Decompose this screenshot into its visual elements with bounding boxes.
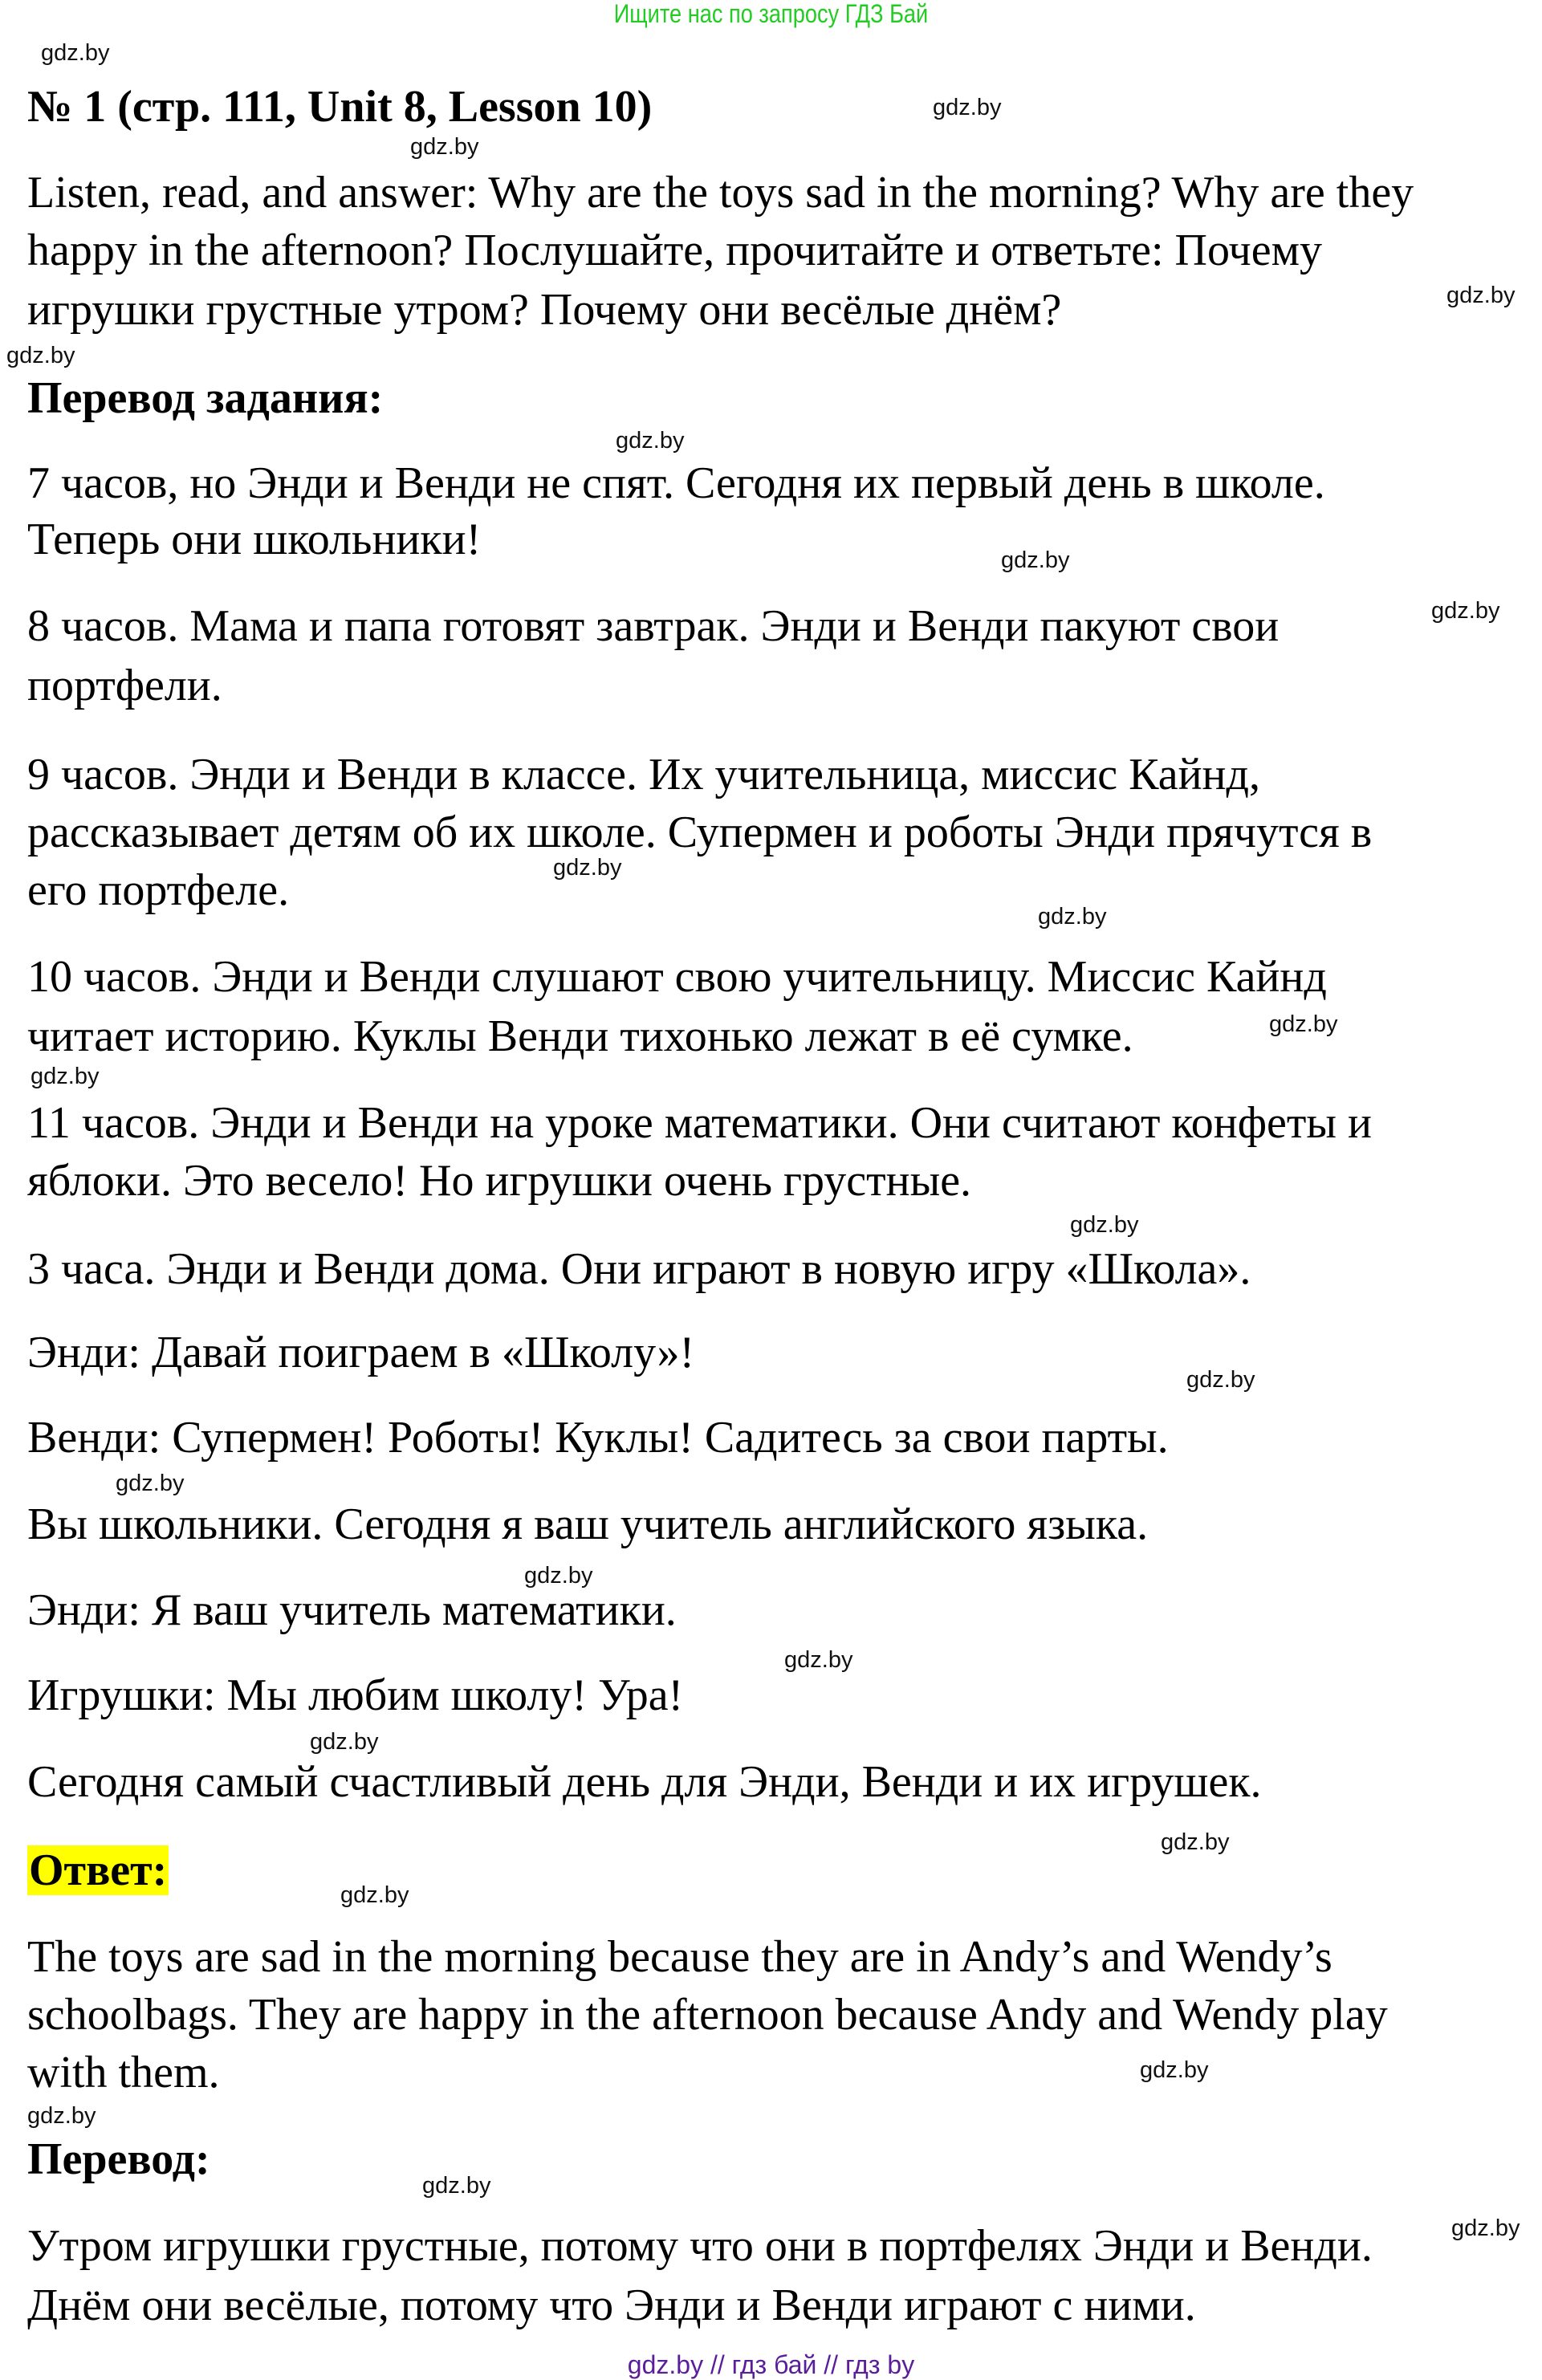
translation-line: Энди: Давай поиграем в «Школу»! bbox=[27, 1328, 695, 1377]
translation-heading: Перевод задания: bbox=[27, 373, 384, 423]
answer-translation-heading: Перевод: bbox=[27, 2134, 210, 2184]
page-title: № 1 (стр. 111, Unit 8, Lesson 10) bbox=[27, 82, 653, 132]
search-hint-banner: Ищите нас по запросу ГДЗ Бай bbox=[613, 0, 929, 28]
watermark: gdz.by bbox=[310, 1729, 379, 1755]
answer-line: schoolbags. They are happy in the afternoon because Andy and Wendy play bbox=[27, 1990, 1388, 2040]
watermark: gdz.by bbox=[1038, 904, 1107, 930]
translation-line: 7 часов, но Энди и Венди не спят. Сегодня их первый день в школе. bbox=[27, 458, 1325, 508]
watermark: gdz.by bbox=[524, 1563, 593, 1589]
watermark: gdz.by bbox=[553, 855, 622, 881]
watermark: gdz.by bbox=[1431, 598, 1500, 624]
watermark: gdz.by bbox=[27, 2103, 96, 2129]
answer-translation-line: Днём они весёлые, потому что Энди и Венди играют с ними. bbox=[27, 2280, 1196, 2330]
watermark: gdz.by bbox=[422, 2173, 491, 2199]
translation-line: Венди: Супермен! Роботы! Куклы! Садитесь за свои парты. bbox=[27, 1413, 1169, 1463]
task-line: happy in the afternoon? Послушайте, прочитайте и ответьте: Почему bbox=[27, 226, 1323, 275]
translation-line: 3 часа. Энди и Венди дома. Они играют в новую игру «Школа». bbox=[27, 1244, 1251, 1294]
watermark: gdz.by bbox=[1001, 547, 1070, 573]
watermark: gdz.by bbox=[41, 40, 110, 66]
watermark: gdz.by bbox=[784, 1647, 853, 1673]
answer-line: The toys are sad in the morning because they are in Andy’s and Wendy’s bbox=[27, 1932, 1332, 1982]
task-line: Listen, read, and answer: Why are the toys sad in the morning? Why are they bbox=[27, 168, 1414, 218]
answer-line: with them. bbox=[27, 2048, 220, 2097]
translation-line: читает историю. Куклы Венди тихонько лежат в её сумке. bbox=[27, 1011, 1133, 1061]
watermark: gdz.by bbox=[6, 343, 75, 368]
translation-line: яблоки. Это весело! Но игрушки очень грустные. bbox=[27, 1156, 972, 1206]
translation-line: Сегодня самый счастливый день для Энди, Венди и их игрушек. bbox=[27, 1757, 1262, 1807]
translation-line: портфели. bbox=[27, 661, 222, 710]
footer-links: gdz.by // гдз бай // гдз by bbox=[627, 2350, 915, 2379]
watermark: gdz.by bbox=[116, 1471, 185, 1496]
translation-line: 11 часов. Энди и Венди на уроке математики. Они считают конфеты и bbox=[27, 1098, 1372, 1148]
translation-line: 8 часов. Мама и папа готовят завтрак. Энди и Венди пакуют свои bbox=[27, 601, 1280, 651]
watermark: gdz.by bbox=[1161, 1829, 1230, 1855]
watermark: gdz.by bbox=[933, 95, 1002, 120]
watermark: gdz.by bbox=[410, 134, 479, 160]
watermark: gdz.by bbox=[1269, 1011, 1338, 1037]
answer-highlight: Ответ: bbox=[29, 1845, 168, 1895]
translation-line: Игрушки: Мы любим школу! Ура! bbox=[27, 1670, 684, 1720]
translation-line: 9 часов. Энди и Венди в классе. Их учительница, миссис Кайнд, bbox=[27, 750, 1261, 799]
watermark: gdz.by bbox=[1186, 1367, 1255, 1393]
watermark: gdz.by bbox=[1070, 1212, 1139, 1238]
answer-heading bbox=[27, 1841, 169, 1900]
task-line: игрушки грустные утром? Почему они весёлые днём? bbox=[27, 285, 1062, 335]
answer-translation-line: Утром игрушки грустные, потому что они в портфелях Энди и Венди. bbox=[27, 2221, 1373, 2271]
translation-line: его портфеле. bbox=[27, 865, 290, 915]
watermark: gdz.by bbox=[616, 428, 685, 454]
translation-line: Вы школьники. Сегодня я ваш учитель английского языка. bbox=[27, 1499, 1149, 1549]
translation-line: Энди: Я ваш учитель математики. bbox=[27, 1585, 677, 1635]
watermark: gdz.by bbox=[340, 1882, 409, 1908]
translation-line: Теперь они школьники! bbox=[27, 515, 482, 564]
watermark: gdz.by bbox=[1140, 2057, 1209, 2083]
watermark: gdz.by bbox=[1451, 2215, 1520, 2241]
translation-line: рассказывает детям об их школе. Супермен и роботы Энди прячутся в bbox=[27, 808, 1373, 857]
watermark: gdz.by bbox=[1446, 283, 1516, 308]
watermark: gdz.by bbox=[31, 1064, 100, 1089]
translation-line: 10 часов. Энди и Венди слушают свою учительницу. Миссис Кайнд bbox=[27, 952, 1327, 1002]
